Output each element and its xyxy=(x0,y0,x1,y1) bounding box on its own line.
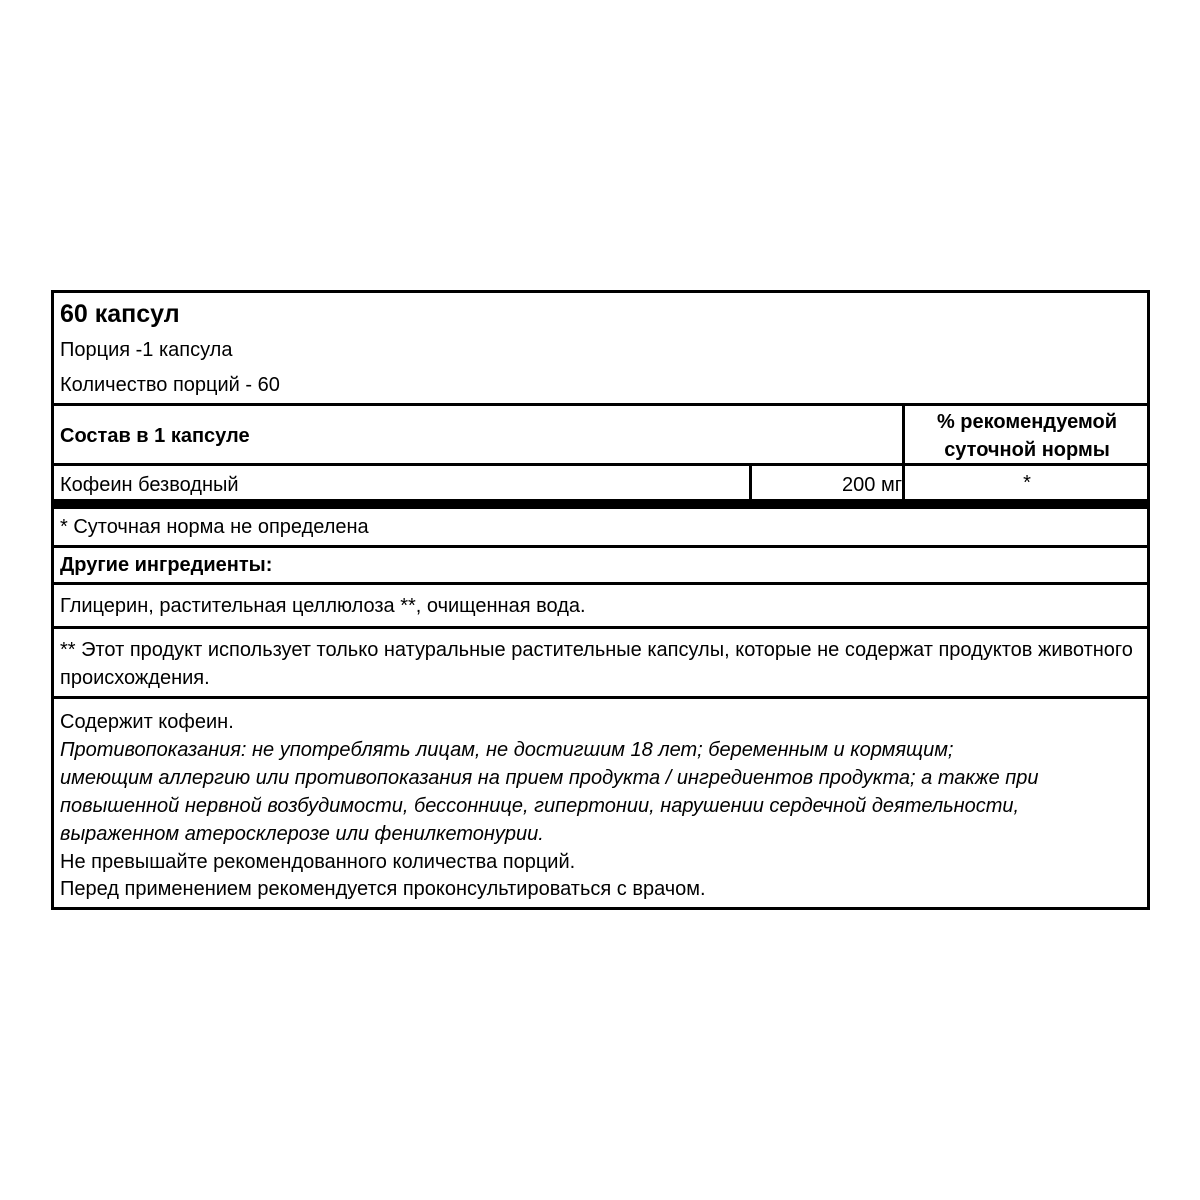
column-divider xyxy=(902,403,905,463)
daily-value-footnote: * Суточная норма не определена xyxy=(60,516,369,538)
consult-warning: Перед применением рекомендуется проконсультироваться с врачом. xyxy=(60,878,706,900)
ingredient-name: Кофеин безводный xyxy=(60,474,239,496)
ingredient-daily-value: * xyxy=(1023,472,1031,494)
other-ingredients-text: Глицерин, растительная целлюлоза **, очищенная вода. xyxy=(60,595,586,617)
contains-caffeine: Содержит кофеин. xyxy=(60,711,234,733)
ingredient-amount: 200 мг xyxy=(842,474,902,496)
product-title: 60 капсул xyxy=(60,300,180,328)
serving-size: Порция -1 капсула xyxy=(60,339,233,361)
divider xyxy=(54,403,1147,406)
daily-value-header: % рекомендуемой суточной нормы xyxy=(936,411,1118,461)
column-divider xyxy=(749,463,752,501)
servings-per-container: Количество порций - 60 xyxy=(60,374,280,396)
divider xyxy=(54,582,1147,585)
divider xyxy=(54,626,1147,629)
divider xyxy=(54,463,1147,466)
dose-warning: Не превышайте рекомендованного количества порций. xyxy=(60,851,576,873)
divider xyxy=(54,545,1147,548)
divider xyxy=(54,696,1147,699)
composition-header: Состав в 1 капсуле xyxy=(60,425,250,447)
contraindications-line: повышенной нервной возбудимости, бессоннице, гипертонии, нарушении сердечной деятельности, xyxy=(60,795,1020,817)
column-divider xyxy=(902,463,905,501)
capsule-note: ** Этот продукт использует только натуральные растительные капсулы, которые не содержат продуктов животного происхождения. xyxy=(60,639,1133,689)
contraindications-line: имеющим аллергию или противопоказания на прием продукта / ингредиентов продукта; а также при xyxy=(60,767,1039,789)
thick-divider xyxy=(54,499,1147,509)
contraindications-line: Противопоказания: не употреблять лицам, не достигшим 18 лет; беременным и кормящим; xyxy=(60,739,954,761)
other-ingredients-title: Другие ингредиенты: xyxy=(60,554,273,576)
contraindications-line: выраженном атеросклерозе или фенилкетонурии. xyxy=(60,823,544,845)
supplement-facts-label xyxy=(51,290,1150,910)
